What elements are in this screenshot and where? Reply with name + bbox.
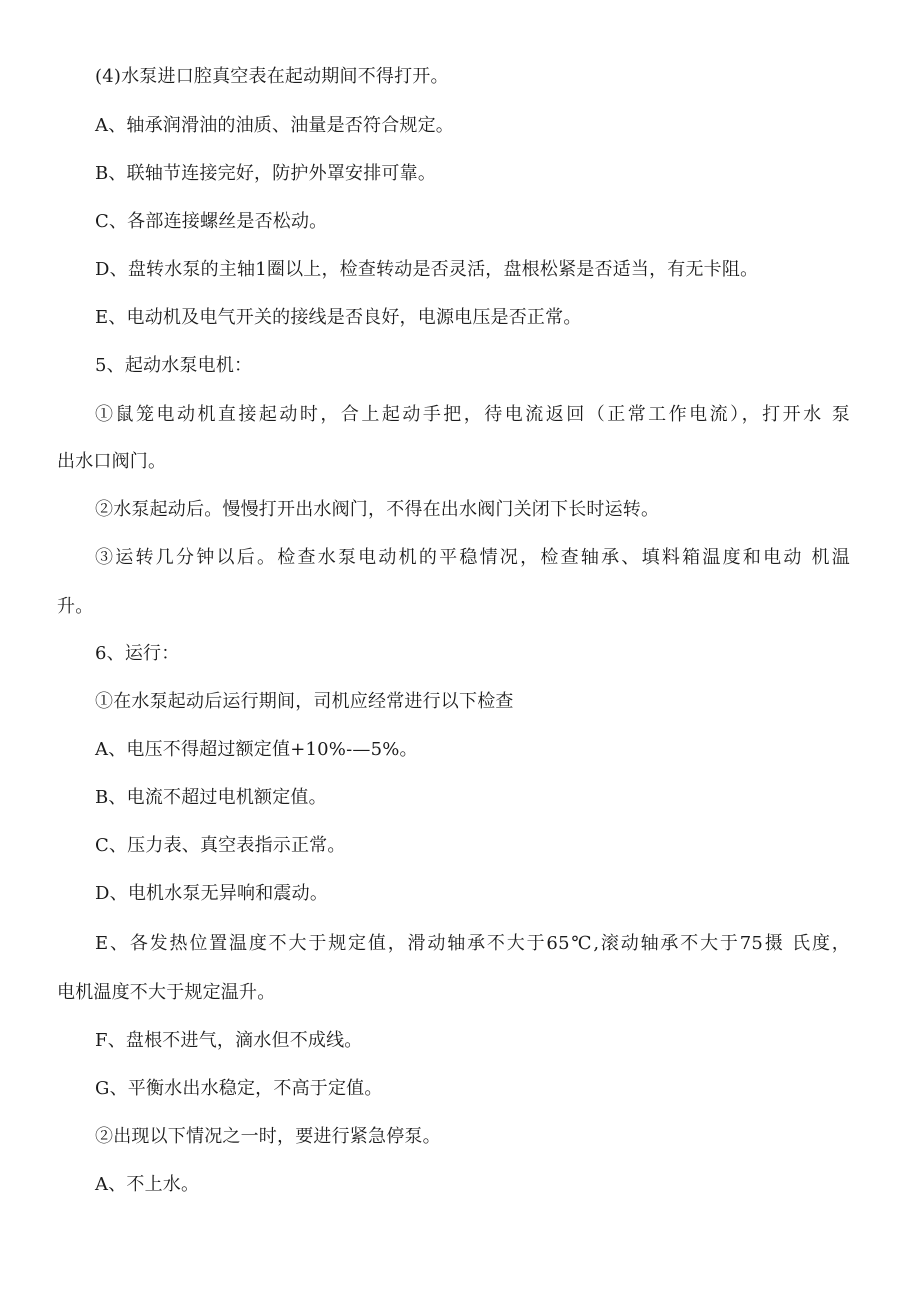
text-line-operation-e-temp-b: 电机温度不大于规定温升。 [57, 982, 276, 1003]
text-line-operation-g-balance: G、平衡水出水稳定，不高于定值。 [95, 1078, 383, 1099]
text-line-operation-e-temp-a: E、各发热位置温度不大于规定值，滑动轴承不大于65℃,滚动轴承不大于75摄 氏度， [95, 933, 850, 954]
text-line-check-d-shaft: D、盘转水泵的主轴1圈以上，检查转动是否灵活，盘根松紧是否适当，有无卡阻。 [95, 259, 759, 280]
text-line-operation-b-current: B、电流不超过电机额定值。 [95, 787, 327, 808]
text-line-check-a-oil: A、轴承润滑油的油质、油量是否符合规定。 [95, 115, 454, 136]
text-line-start-3a: ③运转几分钟以后。检查水泵电动机的平稳情况，检查轴承、填料箱温度和电动 机温 [95, 547, 850, 568]
text-line-check-e-wiring: E、电动机及电气开关的接线是否良好，电源电压是否正常。 [95, 307, 582, 328]
text-line-start-3b: 升。 [57, 596, 94, 617]
text-line-start-1b: 出水口阀门。 [57, 451, 167, 472]
text-line-start-2: ②水泵起动后。慢慢打开出水阀门，不得在出水阀门关闭下长时运转。 [95, 499, 660, 520]
text-line-vacuum-gauge: (4)水泵进口腔真空表在起动期间不得打开。 [95, 66, 449, 87]
text-line-operation-d-noise: D、电机水泵无异响和震动。 [95, 883, 329, 904]
text-line-operation-f-packing: F、盘根不进气，滴水但不成线。 [95, 1030, 363, 1051]
text-line-emergency-stop: ②出现以下情况之一时，要进行紧急停泵。 [95, 1126, 441, 1147]
section-heading-operation: 6、运行： [95, 643, 180, 664]
text-line-operation-1: ①在水泵起动后运行期间，司机应经常进行以下检查 [95, 691, 514, 712]
text-line-operation-a-voltage: A、电压不得超过额定值+10%-—5%。 [95, 739, 418, 760]
text-line-check-b-coupling: B、联轴节连接完好，防护外罩安排可靠。 [95, 163, 437, 184]
text-line-emergency-a-no-water: A、不上水。 [95, 1174, 200, 1195]
text-line-check-c-bolts: C、各部连接螺丝是否松动。 [95, 211, 328, 232]
text-line-operation-c-gauges: C、压力表、真空表指示正常。 [95, 835, 346, 856]
text-line-start-1a: ①鼠笼电动机直接起动时，合上起动手把，待电流返回（正常工作电流），打开水 泵 [95, 404, 850, 425]
section-heading-start-motor: 5、起动水泵电机： [95, 355, 253, 376]
